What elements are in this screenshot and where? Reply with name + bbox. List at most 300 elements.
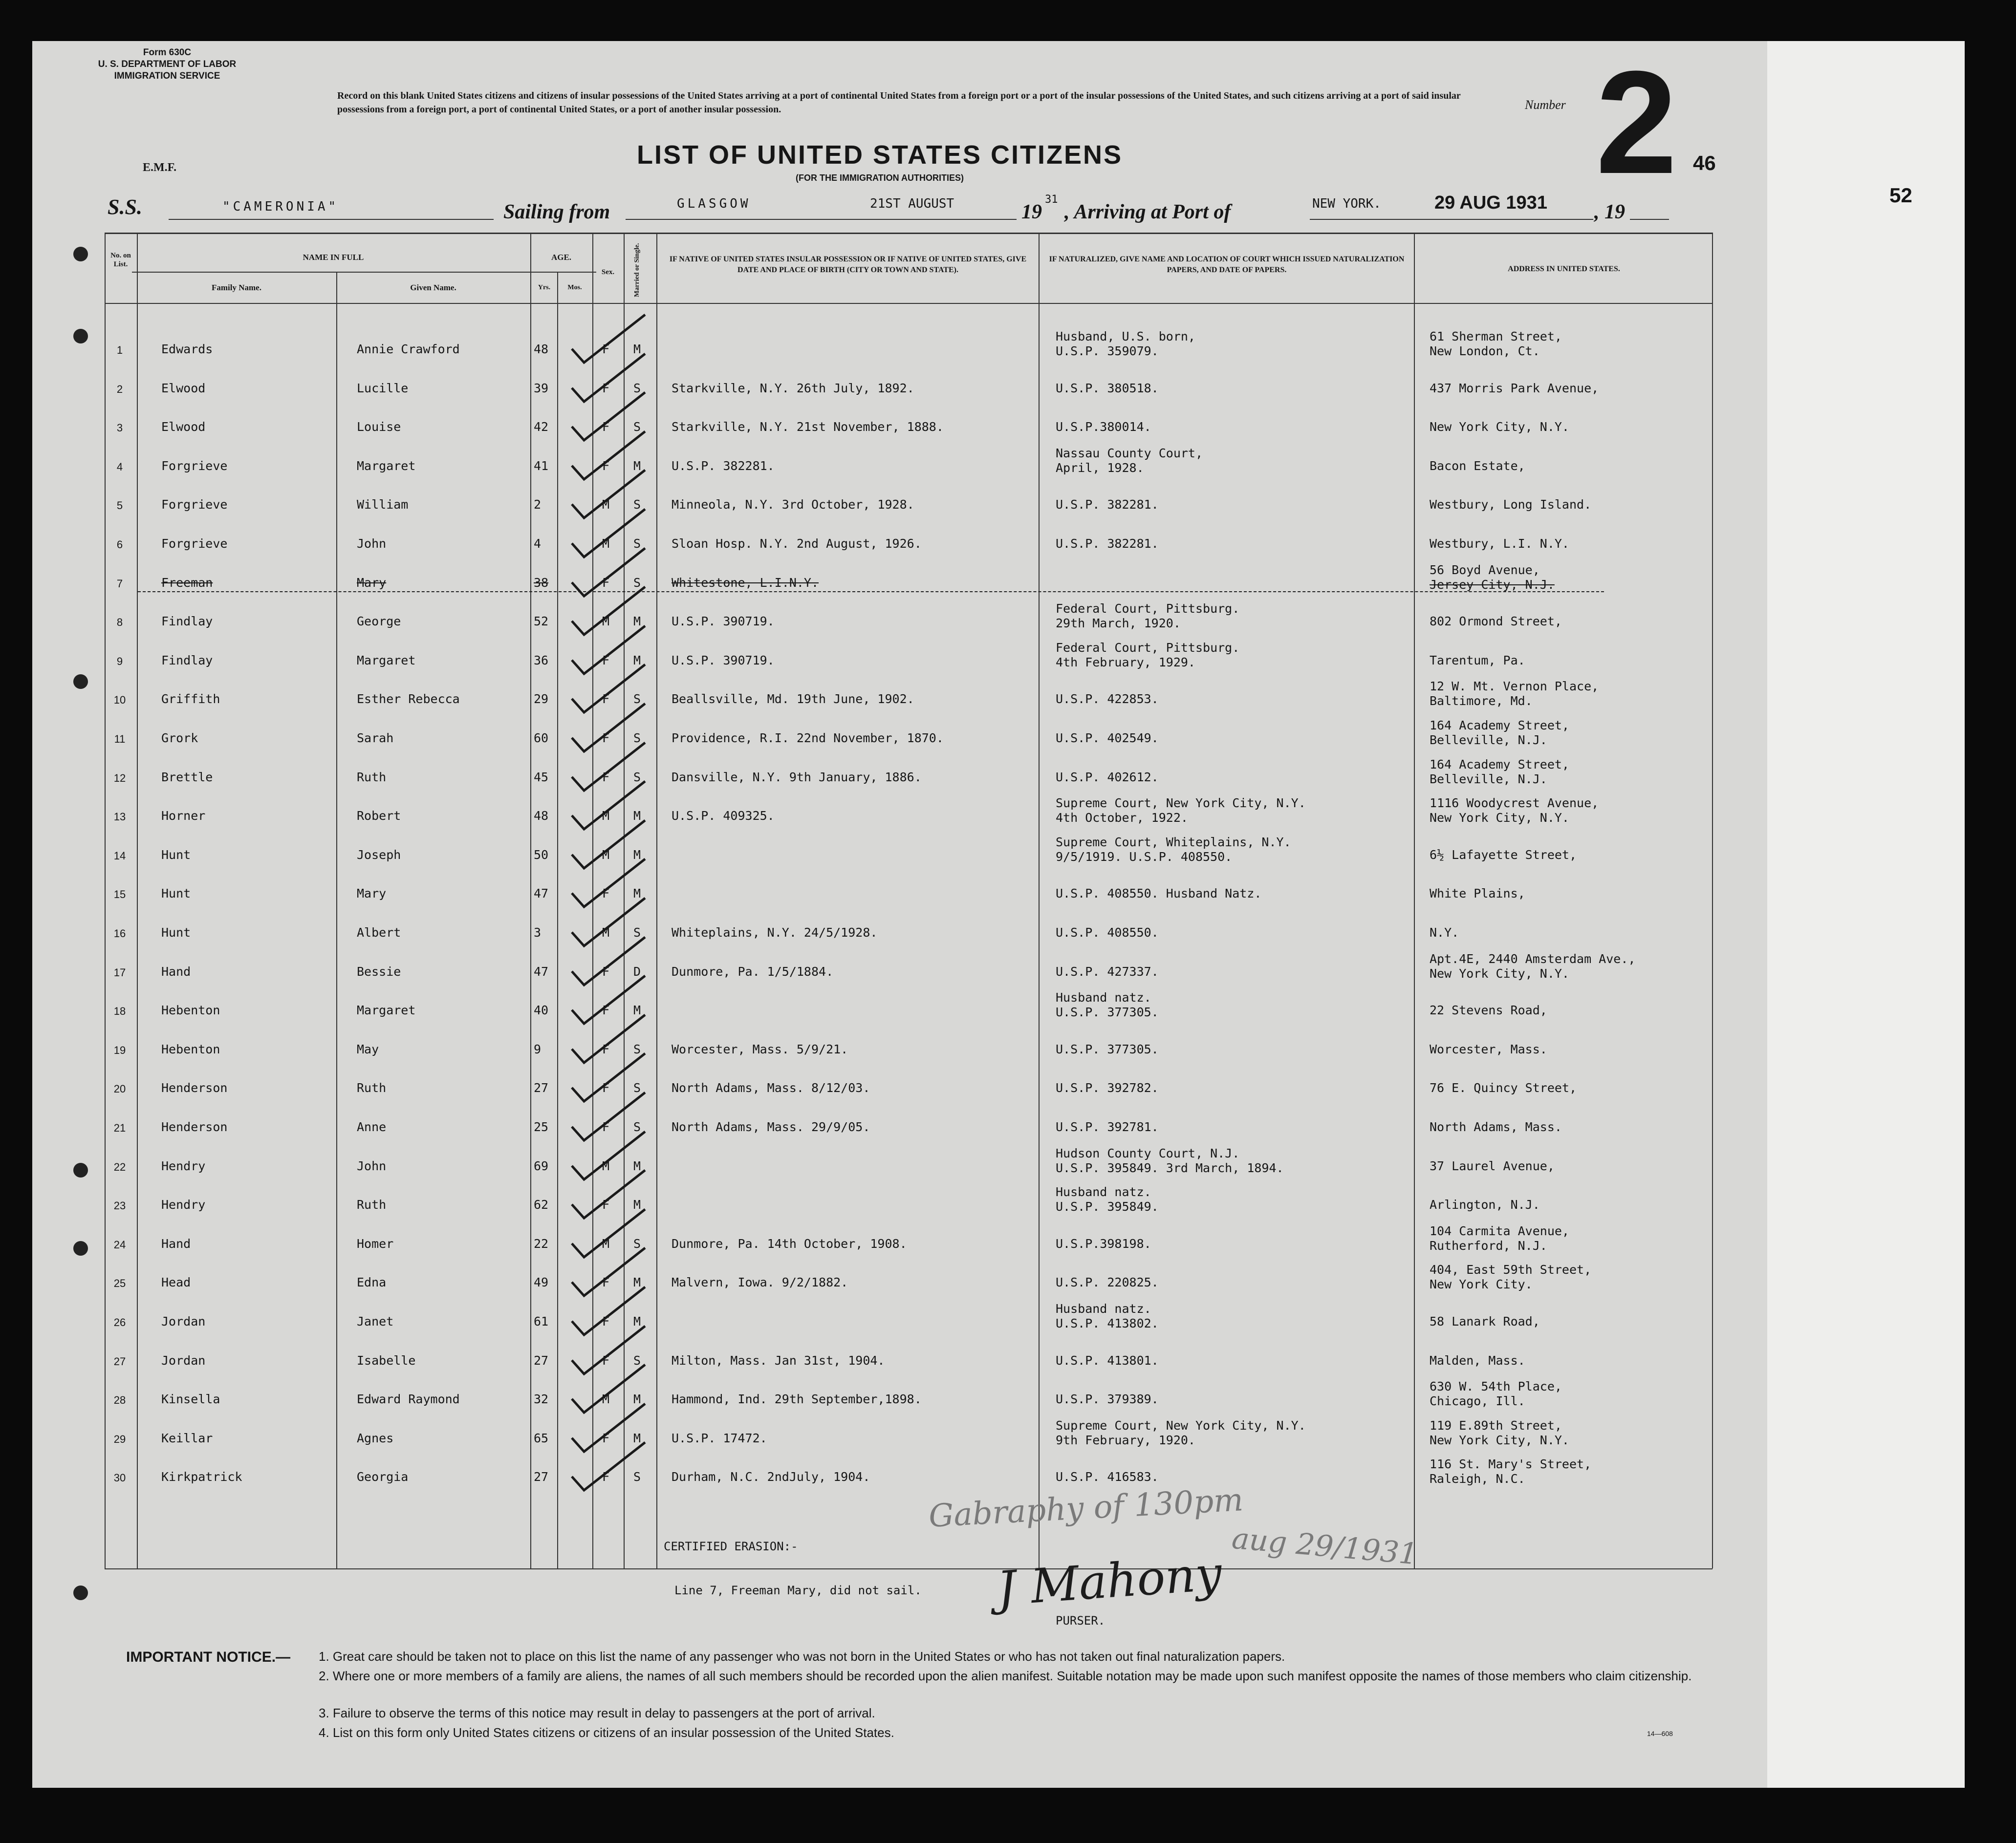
birth-place-date: Beallsville, Md. 19th June, 1902. — [672, 692, 914, 706]
given-name: Ruth — [357, 770, 387, 784]
age-years: 38 — [534, 576, 549, 590]
form-number: Form 630C — [143, 47, 192, 58]
birth-place-date: Starkville, N.Y. 26th July, 1892. — [672, 381, 914, 395]
purser-label: PURSER. — [1056, 1614, 1106, 1628]
address-line: New York City, N.Y. — [1430, 811, 1569, 825]
family-name: Forgrieve — [161, 536, 228, 551]
address-line: Jersey City, N.J. — [1430, 578, 1555, 592]
family-name: Elwood — [161, 381, 206, 395]
row-number: 21 — [113, 1122, 126, 1134]
sex: F — [602, 770, 610, 784]
address-line: N.Y. — [1430, 925, 1459, 940]
family-name: Griffith — [161, 692, 220, 706]
marital-status: M — [633, 1431, 641, 1445]
address-line: Belleville, N.J. — [1430, 772, 1547, 786]
year-prefix-2: , 19 — [1594, 201, 1625, 223]
age-years: 69 — [534, 1159, 549, 1173]
address-line: Worcester, Mass. — [1430, 1042, 1547, 1056]
row-number: 17 — [113, 966, 126, 979]
address-line: Malden, Mass. — [1430, 1353, 1525, 1368]
naturalization-detail: U.S.P. 413802. — [1056, 1316, 1159, 1330]
sex: F — [602, 576, 610, 590]
address-line: Chicago, Ill. — [1430, 1394, 1525, 1408]
sex: M — [602, 1159, 610, 1173]
naturalization-detail: U.S.P. 382281. — [1056, 497, 1159, 512]
department-name: U. S. DEPARTMENT OF LABOR — [98, 59, 237, 69]
naturalization-detail: U.S.P. 416583. — [1056, 1470, 1159, 1484]
age-years: 27 — [534, 1353, 549, 1368]
given-name: Louise — [357, 420, 401, 434]
address-line: 116 St. Mary's Street, — [1430, 1457, 1592, 1471]
given-name: Isabelle — [357, 1353, 416, 1368]
row-number: 19 — [113, 1044, 126, 1056]
row-number: 7 — [116, 578, 123, 590]
marital-status: S — [633, 1353, 641, 1368]
address-line: 6½ Lafayette Street, — [1430, 848, 1577, 862]
col-header-yrs: Yrs. — [538, 284, 551, 291]
family-name: Kirkpatrick — [161, 1470, 242, 1484]
sex: F — [602, 692, 610, 706]
marital-status: S — [633, 497, 641, 512]
naturalization-detail: Husband natz. — [1056, 990, 1151, 1005]
given-name: Margaret — [357, 459, 416, 473]
col-header-naturalized: IF NATURALIZED, GIVE NAME AND LOCATION OF COURT WHICH ISSUED NATURALIZATION PAPERS, AND DATE OF PAPERS. — [1049, 255, 1405, 274]
naturalization-detail: April, 1928. — [1056, 461, 1144, 475]
address-line: 630 W. 54th Place, — [1430, 1379, 1562, 1393]
sex: M — [602, 536, 610, 551]
address-line: Baltimore, Md. — [1430, 694, 1533, 708]
given-name: Bessie — [357, 964, 401, 979]
col-header-address: ADDRESS IN UNITED STATES. — [1508, 265, 1620, 273]
address-line: Tarentum, Pa. — [1430, 653, 1525, 667]
ship-name: "CAMERONIA" — [222, 199, 339, 214]
naturalization-detail: U.S.P. 395849. 3rd March, 1894. — [1056, 1161, 1284, 1175]
sex: M — [602, 848, 610, 862]
age-years: 49 — [534, 1275, 549, 1289]
row-number: 24 — [113, 1239, 126, 1251]
address-line: New York City, N.Y. — [1430, 1433, 1569, 1447]
arriving-label: , Arriving at Port of — [1064, 201, 1231, 223]
marital-status: M — [633, 1314, 641, 1329]
sex: F — [602, 653, 610, 667]
birth-place-date: Starkville, N.Y. 21st November, 1888. — [672, 420, 944, 434]
row-number: 27 — [113, 1355, 126, 1368]
given-name: Homer — [357, 1237, 394, 1251]
naturalization-detail: U.S.P. 408550. — [1056, 925, 1159, 940]
marital-status: M — [633, 653, 641, 667]
given-name: May — [357, 1042, 379, 1056]
address-line: 404, East 59th Street, — [1430, 1263, 1592, 1277]
address-line: 1116 Woodycrest Avenue, — [1430, 796, 1599, 810]
year-suffix: 31 — [1045, 193, 1058, 206]
sex: F — [602, 1431, 610, 1445]
row-number: 13 — [113, 811, 126, 823]
page-subtitle: (FOR THE IMMIGRATION AUTHORITIES) — [796, 173, 964, 183]
marital-status: S — [633, 1470, 641, 1484]
row-number: 15 — [113, 888, 126, 900]
address-line: 37 Laurel Avenue, — [1430, 1159, 1555, 1173]
sailing-label: Sailing from — [503, 201, 610, 223]
age-years: 47 — [534, 886, 549, 900]
address-line: Bacon Estate, — [1430, 459, 1525, 473]
age-years: 60 — [534, 731, 549, 745]
form-code: 14—608 — [1647, 1730, 1673, 1737]
handwritten-inspection-note: Gabraphy of 130pm — [928, 1482, 1244, 1535]
naturalization-detail: 4th February, 1929. — [1056, 655, 1195, 669]
col-header-given-name: Given Name. — [410, 283, 456, 292]
address-line: 164 Academy Street, — [1430, 757, 1569, 771]
age-years: 52 — [534, 614, 549, 628]
row-number: 23 — [113, 1200, 126, 1212]
naturalization-detail: U.S.P. 392782. — [1056, 1081, 1159, 1095]
sailing-port: GLASGOW — [677, 196, 751, 211]
age-years: 22 — [534, 1237, 549, 1251]
address-line: North Adams, Mass. — [1430, 1120, 1562, 1134]
marital-status: M — [633, 809, 641, 823]
family-name: Findlay — [161, 653, 213, 667]
given-name: Ruth — [357, 1198, 387, 1212]
marital-status: M — [633, 1198, 641, 1212]
birth-place-date: Minneola, N.Y. 3rd October, 1928. — [672, 497, 914, 512]
address-line: White Plains, — [1430, 886, 1525, 900]
age-years: 32 — [534, 1392, 549, 1406]
page-title: LIST OF UNITED STATES CITIZENS — [637, 140, 1123, 170]
given-name: George — [357, 614, 401, 628]
given-name: Sarah — [357, 731, 394, 745]
naturalization-detail: Supreme Court, New York City, N.Y. — [1056, 796, 1306, 810]
address-line: New York City, N.Y. — [1430, 420, 1569, 434]
family-name: Hunt — [161, 925, 191, 940]
birth-place-date: Milton, Mass. Jan 31st, 1904. — [672, 1353, 885, 1368]
row-number: 4 — [116, 461, 123, 473]
family-name: Grork — [161, 731, 198, 745]
address-line: Westbury, L.I. N.Y. — [1430, 536, 1569, 551]
sex: F — [602, 342, 610, 356]
row-number: 3 — [116, 422, 123, 434]
naturalization-detail: 9th February, 1920. — [1056, 1433, 1195, 1447]
given-name: Ruth — [357, 1081, 387, 1095]
address-line: Raleigh, N.C. — [1430, 1472, 1525, 1486]
service-name: IMMIGRATION SERVICE — [114, 71, 220, 81]
sex: F — [602, 381, 610, 395]
sex: F — [602, 1198, 610, 1212]
naturalization-detail: U.S.P. 379389. — [1056, 1392, 1159, 1406]
naturalization-detail: Husband natz. — [1056, 1185, 1151, 1199]
birth-place-date: U.S.P. 382281. — [672, 459, 775, 473]
birth-place-date: Providence, R.I. 22nd November, 1870. — [672, 731, 944, 745]
age-years: 47 — [534, 964, 549, 979]
given-name: Edna — [357, 1275, 387, 1289]
birth-place-date: North Adams, Mass. 29/9/05. — [672, 1120, 870, 1134]
row-number: 12 — [113, 772, 126, 784]
naturalization-detail: U.S.P. 377305. — [1056, 1042, 1159, 1056]
col-header-family-name: Family Name. — [212, 283, 261, 292]
given-name: Edward Raymond — [357, 1392, 460, 1406]
family-name: Hendry — [161, 1159, 206, 1173]
age-years: 39 — [534, 381, 549, 395]
sex: M — [602, 1237, 610, 1251]
row-number: 26 — [113, 1316, 126, 1329]
address-line: 76 E. Quincy Street, — [1430, 1081, 1577, 1095]
marital-status: S — [633, 1081, 641, 1095]
marital-status: M — [633, 1159, 641, 1173]
address-line: Apt.4E, 2440 Amsterdam Ave., — [1430, 952, 1636, 966]
age-years: 27 — [534, 1081, 549, 1095]
birth-place-date: Dunmore, Pa. 1/5/1884. — [672, 964, 834, 979]
naturalization-detail: U.S.P. 402549. — [1056, 731, 1159, 745]
sex: F — [602, 420, 610, 434]
address-line: New York City. — [1430, 1277, 1533, 1291]
naturalization-detail: U.S.P. 377305. — [1056, 1005, 1159, 1019]
row-number: 16 — [113, 927, 126, 940]
row-number: 2 — [116, 383, 123, 395]
row-number: 8 — [116, 616, 123, 628]
naturalization-detail: U.S.P. 408550. Husband Natz. — [1056, 886, 1262, 900]
naturalization-detail: U.S.P. 359079. — [1056, 344, 1159, 358]
sex: F — [602, 1353, 610, 1368]
family-name: Jordan — [161, 1353, 206, 1368]
marital-status: S — [633, 1237, 641, 1251]
family-name: Freeman — [161, 576, 213, 590]
address-line: 58 Lanark Road, — [1430, 1314, 1540, 1329]
marital-status: M — [633, 1275, 641, 1289]
naturalization-detail: U.S.P. 402612. — [1056, 770, 1159, 784]
address-line: New London, Ct. — [1430, 344, 1540, 358]
given-name: Albert — [357, 925, 401, 940]
col-header-name-in-full: NAME IN FULL — [303, 253, 364, 262]
age-years: 50 — [534, 848, 549, 862]
notice-item-3: 3. Failure to observe the terms of this notice may result in delay to passengers at the port of arrival. — [319, 1706, 875, 1720]
given-name: Esther Rebecca — [357, 692, 460, 706]
family-name: Keillar — [161, 1431, 213, 1445]
check-mark — [572, 315, 645, 363]
marital-status: M — [633, 459, 641, 473]
age-years: 27 — [534, 1470, 549, 1484]
row-number: 18 — [113, 1005, 126, 1017]
address-line: 22 Stevens Road, — [1430, 1003, 1547, 1017]
given-name: Annie Crawford — [357, 342, 460, 356]
family-name: Hand — [161, 1237, 191, 1251]
col-header-sex: Sex. — [601, 268, 615, 276]
family-name: Henderson — [161, 1081, 228, 1095]
row-number: 9 — [116, 655, 123, 667]
marital-status: S — [633, 770, 641, 784]
sex: F — [602, 1003, 610, 1017]
address-line: Arlington, N.J. — [1430, 1198, 1540, 1212]
birth-place-date: Hammond, Ind. 29th September,1898. — [672, 1392, 922, 1406]
sex: F — [602, 1314, 610, 1329]
birth-place-date: U.S.P. 17472. — [672, 1431, 767, 1445]
naturalization-detail: Supreme Court, Whiteplains, N.Y. — [1056, 835, 1291, 849]
col-header-age: AGE. — [551, 253, 572, 262]
naturalization-detail: U.S.P.398198. — [1056, 1237, 1151, 1251]
row-number: 5 — [116, 499, 123, 512]
family-name: Hunt — [161, 848, 191, 862]
erasion-note: Line 7, Freeman Mary, did not sail. — [674, 1584, 922, 1597]
naturalization-detail: U.S.P. 220825. — [1056, 1275, 1159, 1289]
marital-status: M — [633, 342, 641, 356]
arrival-date-stamp: 29 AUG 1931 — [1434, 193, 1547, 213]
naturalization-detail: U.S.P. 392781. — [1056, 1120, 1159, 1134]
marital-status: M — [633, 1392, 641, 1406]
marital-status: S — [633, 925, 641, 940]
sex: F — [602, 459, 610, 473]
address-line: Westbury, Long Island. — [1430, 497, 1592, 512]
age-years: 45 — [534, 770, 549, 784]
given-name: Robert — [357, 809, 401, 823]
marital-status: S — [633, 420, 641, 434]
intro-instructions: Record on this blank United States citizens and citizens of insular possessions of the United States arriving at a port of continental United States from a foreign port or a port of the insular possessions of the United States, and such citizens arriving at a port of said insular possessions from a foreign port, a port of continental United States, or a port of another insular possession. — [337, 90, 1461, 115]
sex: M — [602, 809, 610, 823]
age-years: 48 — [534, 809, 549, 823]
age-years: 2 — [534, 497, 542, 512]
given-name: Lucille — [357, 381, 409, 395]
sex: M — [602, 497, 610, 512]
family-name: Jordan — [161, 1314, 206, 1329]
row-number: 22 — [113, 1161, 126, 1173]
page-number: 46 — [1693, 151, 1716, 174]
age-years: 36 — [534, 653, 549, 667]
year-prefix: 19 — [1021, 201, 1042, 223]
sex: F — [602, 1275, 610, 1289]
family-name: Findlay — [161, 614, 213, 628]
arrival-port: NEW YORK. — [1312, 196, 1381, 211]
address-line: 437 Morris Park Avenue, — [1430, 381, 1599, 395]
marital-status: S — [633, 1042, 641, 1056]
naturalization-detail: 4th October, 1922. — [1056, 811, 1188, 825]
row-number: 29 — [113, 1433, 126, 1445]
list-number: 2 — [1596, 40, 1677, 204]
naturalization-detail: Husband, U.S. born, — [1056, 329, 1195, 343]
naturalization-detail: Supreme Court, New York City, N.Y. — [1056, 1418, 1306, 1433]
marital-status: D — [633, 964, 641, 979]
age-years: 3 — [534, 925, 542, 940]
notice-item-4: 4. List on this form only United States citizens or citizens of an insular possession of the United States. — [319, 1725, 894, 1740]
marital-status: S — [633, 1120, 641, 1134]
given-name: Mary — [357, 886, 387, 900]
family-name: Hendry — [161, 1198, 206, 1212]
address-line: 61 Sherman Street, — [1430, 329, 1562, 343]
given-name: Mary — [357, 576, 387, 590]
birth-place-date: North Adams, Mass. 8/12/03. — [672, 1081, 870, 1095]
naturalization-detail: U.S.P. 382281. — [1056, 536, 1159, 551]
col-header-no: No. on List. — [110, 252, 131, 268]
family-name: Kinsella — [161, 1392, 220, 1406]
family-name: Henderson — [161, 1120, 228, 1134]
address-line: Belleville, N.J. — [1430, 733, 1547, 747]
address-line: 802 Ormond Street, — [1430, 614, 1562, 628]
birth-place-date: Malvern, Iowa. 9/2/1882. — [672, 1275, 848, 1289]
row-number: 10 — [113, 694, 126, 706]
sex: F — [602, 1470, 610, 1484]
row-number: 11 — [114, 733, 126, 745]
sailing-date: 21ST AUGUST — [870, 196, 954, 211]
certified-erasion-label: CERTIFIED ERASION:- — [664, 1540, 798, 1553]
age-years: 29 — [534, 692, 549, 706]
address-line: Rutherford, N.J. — [1430, 1239, 1547, 1253]
naturalization-detail: Nassau County Court, — [1056, 446, 1203, 460]
row-number: 30 — [113, 1472, 126, 1484]
birth-place-date: Sloan Hosp. N.Y. 2nd August, 1926. — [672, 536, 922, 551]
family-name: Forgrieve — [161, 497, 228, 512]
given-name: Margaret — [357, 1003, 416, 1017]
purser-signature: J Mahony — [995, 1546, 1224, 1616]
age-years: 4 — [534, 536, 542, 551]
sex: M — [602, 1392, 610, 1406]
birth-place-date: Whiteplains, N.Y. 24/5/1928. — [672, 925, 878, 940]
marital-status: S — [633, 381, 641, 395]
naturalization-detail: Federal Court, Pittsburg. — [1056, 641, 1240, 655]
row-number: 20 — [113, 1083, 126, 1095]
naturalization-detail: U.S.P. 395849. — [1056, 1200, 1159, 1214]
address-line: 56 Boyd Avenue, — [1430, 563, 1540, 577]
col-header-birth: IF NATIVE OF UNITED STATES INSULAR POSSESSION OR IF NATIVE OF UNITED STATES, GIVE DATE AND PLACE OF BIRTH (CITY OR TOWN AND STATE). — [669, 255, 1027, 274]
row-number: 1 — [116, 344, 123, 356]
sex: M — [602, 614, 610, 628]
address-line: New York City, N.Y. — [1430, 966, 1569, 981]
notice-item-1: 1. Great care should be taken not to place on this list the name of any passenger who was not born in the United States or who has not taken out final naturalization papers. — [319, 1649, 1285, 1664]
clerk-initials: E.M.F. — [143, 161, 177, 174]
sex: F — [602, 886, 610, 900]
marital-status: S — [633, 692, 641, 706]
marital-status: S — [633, 536, 641, 551]
naturalization-detail: 9/5/1919. U.S.P. 408550. — [1056, 850, 1233, 864]
birth-place-date: Dunmore, Pa. 14th October, 1908. — [672, 1237, 907, 1251]
address-line: 12 W. Mt. Vernon Place, — [1430, 679, 1599, 693]
naturalization-detail: Hudson County Court, N.J. — [1056, 1146, 1240, 1160]
col-header-married-single: Married or Single. — [633, 243, 641, 297]
family-name: Hand — [161, 964, 191, 979]
birth-place-date: U.S.P. 390719. — [672, 614, 775, 628]
age-years: 40 — [534, 1003, 549, 1017]
naturalization-detail: Husband natz. — [1056, 1302, 1151, 1316]
sex: F — [602, 964, 610, 979]
naturalization-detail: Federal Court, Pittsburg. — [1056, 601, 1240, 616]
naturalization-detail: U.S.P. 380518. — [1056, 381, 1159, 395]
family-name: Head — [161, 1275, 191, 1289]
sex: F — [602, 1120, 610, 1134]
family-name: Edwards — [161, 342, 213, 356]
birth-place-date: U.S.P. 409325. — [672, 809, 775, 823]
row-number: 28 — [113, 1394, 126, 1406]
address-line: 104 Carmita Avenue, — [1430, 1224, 1569, 1238]
sex: M — [602, 925, 610, 940]
sex: F — [602, 1042, 610, 1056]
row-number: 6 — [116, 538, 123, 551]
given-name: John — [357, 1159, 387, 1173]
given-name: Anne — [357, 1120, 387, 1134]
given-name: Janet — [357, 1314, 394, 1329]
age-years: 25 — [534, 1120, 549, 1134]
birth-place-date: Worcester, Mass. 5/9/21. — [672, 1042, 848, 1056]
age-years: 41 — [534, 459, 549, 473]
row-number: 14 — [113, 850, 126, 862]
given-name: Georgia — [357, 1470, 409, 1484]
birth-place-date: Dansville, N.Y. 9th January, 1886. — [672, 770, 922, 784]
age-years: 48 — [534, 342, 549, 356]
given-name: Margaret — [357, 653, 416, 667]
address-line: 119 E.89th Street, — [1430, 1418, 1562, 1433]
family-name: Hebenton — [161, 1042, 220, 1056]
ss-label: S.S. — [108, 195, 142, 219]
family-name: Forgrieve — [161, 459, 228, 473]
family-name: Elwood — [161, 420, 206, 434]
tab-page-number: 52 — [1889, 184, 1912, 207]
naturalization-detail: U.S.P. 427337. — [1056, 964, 1159, 979]
given-name: John — [357, 536, 387, 551]
given-name: Joseph — [357, 848, 401, 862]
naturalization-detail: U.S.P.380014. — [1056, 420, 1151, 434]
